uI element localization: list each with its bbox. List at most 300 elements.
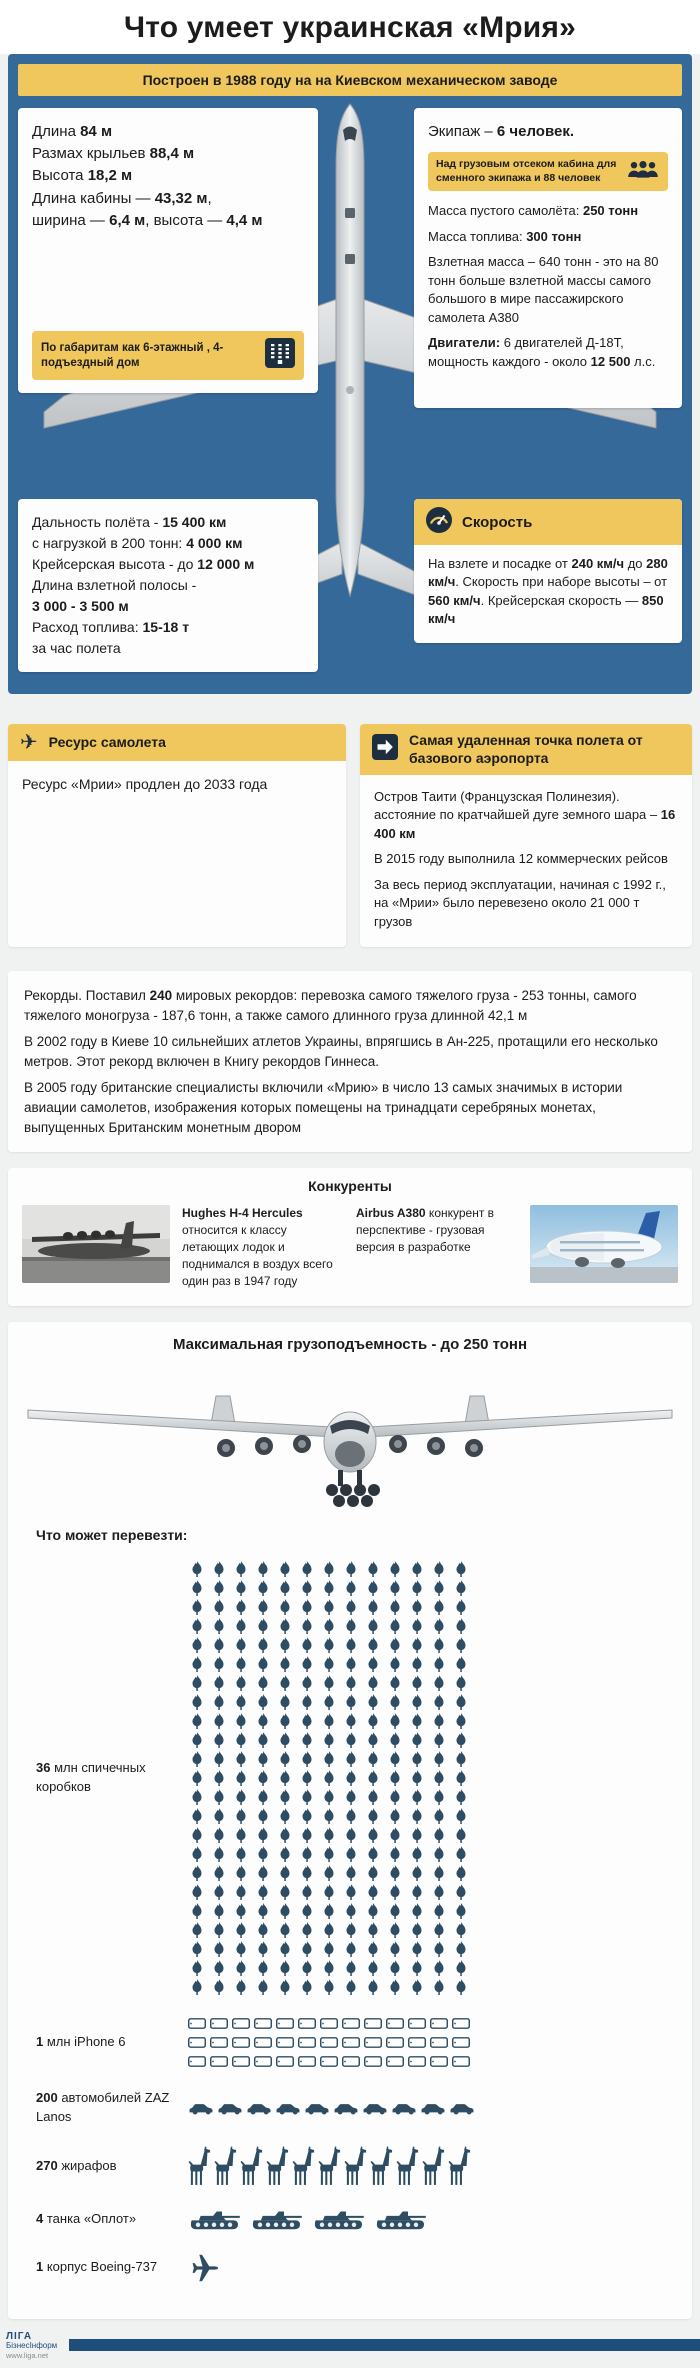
giraffe-icon [239,2146,263,2186]
match-icon [190,1941,204,1957]
match-icon [322,1675,336,1691]
match-icon [278,1789,292,1805]
crew-icon [626,160,660,185]
match-icon [278,1580,292,1596]
match-icon [322,1561,336,1577]
match-icon [300,1979,314,1995]
match-icon [300,1561,314,1577]
match-icon [278,1656,292,1672]
match-icon [212,1941,226,1957]
match-icon [300,1713,314,1729]
match-icon [388,1637,402,1653]
farthest-point-card [360,724,692,947]
iphone-icon [342,2056,360,2067]
match-icon [256,1941,270,1957]
match-icon [256,1637,270,1653]
match-icon [190,1960,204,1976]
mass-text [428,202,668,371]
car-icon [275,2102,301,2115]
match-icon [190,1637,204,1653]
match-icon [212,1789,226,1805]
match-icon [190,1599,204,1615]
match-icon [388,1789,402,1805]
text-line: Длина 84 м [32,123,113,140]
iphone-icon [364,2018,382,2029]
match-icon [410,1884,424,1900]
match-icon [432,1808,446,1824]
match-icon [366,1808,380,1824]
records-text [24,986,676,1137]
text-line: 4 танка «Оплот» [36,2210,137,2226]
cargo-icons-matchboxes [186,1559,486,1996]
competitors-title: Конкуренты [308,1178,392,1195]
match-icon [344,1599,358,1615]
match-icon [234,1732,248,1748]
giraffe-icon [421,2146,445,2186]
car-icon [246,2102,272,2115]
match-icon [432,1903,446,1919]
match-icon [432,1865,446,1881]
match-icon [278,1770,292,1786]
match-icon [212,1922,226,1938]
match-icon [366,1903,380,1919]
match-icon [454,1789,468,1805]
match-icon [322,1827,336,1843]
match-icon [388,1960,402,1976]
car-icon [362,2102,388,2115]
cargo-subtitle: Что может перевезти: [36,1527,188,1544]
car-icon [217,2102,243,2115]
match-icon [278,1903,292,1919]
iphone-icon [298,2018,316,2029]
match-icon [432,1789,446,1805]
match-icon [256,1979,270,1995]
cargo-label-boeing [36,2258,186,2277]
match-icon [212,1618,226,1634]
iphone-icon [408,2037,426,2048]
giraffe-icon [395,2146,419,2186]
crew-badge [428,152,668,191]
match-icon [190,1751,204,1767]
match-icon [322,1713,336,1729]
hughes-photo [22,1205,170,1283]
boeing-icon [190,2253,220,2283]
text-line: 3 000 - 3 500 м [32,598,129,614]
match-icon [190,1561,204,1577]
match-icon [212,1713,226,1729]
match-icon [388,1979,402,1995]
dimensions-text [32,121,304,232]
match-icon [322,1694,336,1710]
match-icon [432,1732,446,1748]
giraffe-icon [447,2146,471,2186]
iphone-icon [210,2056,228,2067]
match-icon [278,1960,292,1976]
match-icon [454,1580,468,1596]
match-icon [300,1580,314,1596]
match-icon [300,1808,314,1824]
iphone-icon [408,2056,426,2067]
match-icon [454,1941,468,1957]
match-icon [256,1960,270,1976]
giraffe-icon [317,2146,341,2186]
car-icon [333,2102,359,2115]
match-icon [366,1960,380,1976]
match-icon [234,1846,248,1862]
resource-header-text: Ресурс самолета [48,733,166,750]
match-icon [278,1599,292,1615]
match-icon [432,1713,446,1729]
match-icon [344,1732,358,1748]
dimensions-note [32,331,304,380]
match-icon [454,1846,468,1862]
match-icon [388,1580,402,1596]
info-cards-row [8,724,692,947]
match-icon [344,1637,358,1653]
match-icon [190,1979,204,1995]
match-icon [366,1789,380,1805]
match-icon [454,1694,468,1710]
match-icon [344,1903,358,1919]
dimensions-card [18,108,318,393]
text-line: В 2002 году в Киеве 10 сильнейших атлетов Украины, впрягшись в Ан-225, протащили его несколько метров. Этот рекорд включен в Книгу рекордов Гиннеса. [24,1034,658,1069]
match-icon [322,1884,336,1900]
match-icon [388,1865,402,1881]
match-icon [300,1827,314,1843]
match-icon [212,1637,226,1653]
match-icon [300,1922,314,1938]
match-icon [366,1656,380,1672]
match-icon [278,1865,292,1881]
match-icon [234,1751,248,1767]
match-icon [410,1903,424,1919]
match-icon [322,1922,336,1938]
match-icon [454,1656,468,1672]
giraffe-icon [343,2146,367,2186]
match-icon [344,1789,358,1805]
match-icon [344,1865,358,1881]
match-icon [366,1922,380,1938]
match-icon [410,1656,424,1672]
text-line: Расход топлива: 15-18 т [32,619,190,635]
match-icon [256,1865,270,1881]
match-icon [454,1884,468,1900]
text-line: коробков [36,1778,91,1794]
cargo-label-cars [36,2089,186,2127]
match-icon [454,1903,468,1919]
match-icon [212,1865,226,1881]
match-icon [410,1599,424,1615]
match-icon [432,1979,446,1995]
match-icon [388,1732,402,1748]
iphone-icon [320,2056,338,2067]
match-icon [278,1713,292,1729]
match-icon [300,1941,314,1957]
match-icon [300,1656,314,1672]
cargo-row-boeing [36,2251,692,2283]
match-icon [256,1827,270,1843]
match-icon [190,1808,204,1824]
match-icon [322,1732,336,1748]
arrow-right-icon [372,734,398,765]
match-icon [190,1865,204,1881]
match-icon [234,1789,248,1805]
match-icon [366,1884,380,1900]
iphone-icon [276,2056,294,2067]
match-icon [278,1846,292,1862]
match-icon [256,1922,270,1938]
text-line: 36 млн спичечных [36,1759,146,1775]
text-line: Lanos [36,2109,72,2125]
match-icon [234,1580,248,1596]
match-icon [366,1713,380,1729]
iphone-icon [254,2037,272,2048]
iphone-icon [276,2037,294,2048]
cargo-icons-giraffes [186,2145,486,2187]
match-icon [344,1561,358,1577]
match-icon [410,1846,424,1862]
giraffe-icon [265,2146,289,2186]
iphone-icon [210,2037,228,2048]
match-icon [256,1580,270,1596]
cargo-icons-cars [186,2100,486,2117]
match-icon [322,1808,336,1824]
match-icon [366,1751,380,1767]
cargo-row-matchboxes [36,1559,692,1996]
match-icon [212,1979,226,1995]
match-icon [454,1922,468,1938]
match-icon [190,1694,204,1710]
iphone-icon [364,2037,382,2048]
iphone-icon [452,2018,470,2029]
match-icon [410,1770,424,1786]
iphone-icon [342,2037,360,2048]
liga-url[interactable]: www.liga.net [6,2350,49,2360]
match-icon [300,1960,314,1976]
cargo-row-iphones [36,2014,692,2071]
records-card [8,971,692,1152]
text-line: Высота 18,2 м [32,167,133,185]
match-icon [344,1675,358,1691]
match-icon [366,1865,380,1881]
iphone-icon [386,2056,404,2067]
text-line: Ресурс «Мрии» продлен до 2033 года [22,776,268,792]
match-icon [366,1637,380,1653]
iphone-icon [408,2018,426,2029]
tank-icon [248,2207,304,2231]
match-icon [388,1675,402,1691]
text-line: Hughes H-4 Hercules относится к классу летающих лодок и поднимался в воздух всего один раз в 1947 году [182,1206,333,1289]
match-icon [432,1599,446,1615]
match-icon [388,1561,402,1577]
liga-brand-line2: БізнесІнформ [6,2340,58,2350]
match-icon [190,1789,204,1805]
match-icon [300,1846,314,1862]
match-icon [410,1618,424,1634]
match-icon [432,1580,446,1596]
match-icon [300,1789,314,1805]
iphone-icon [298,2037,316,2048]
cargo-icons-boeing [186,2251,486,2283]
match-icon [432,1675,446,1691]
match-icon [344,1580,358,1596]
text-line: Двигатели: 6 двигателей Д-18Т, мощность каждого - около 12 500 л.с. [428,335,656,369]
match-icon [322,1618,336,1634]
match-icon [234,1561,248,1577]
match-icon [190,1903,204,1919]
match-icon [388,1751,402,1767]
iphone-icon [188,2018,206,2029]
match-icon [212,1808,226,1824]
match-icon [300,1903,314,1919]
match-icon [366,1599,380,1615]
liga-logo [6,2331,57,2360]
match-icon [322,1599,336,1615]
match-icon [322,1789,336,1805]
match-icon [278,1979,292,1995]
match-icon [454,1599,468,1615]
match-icon [388,1827,402,1843]
match-icon [454,1675,468,1691]
match-icon [300,1694,314,1710]
iphone-icon [254,2018,272,2029]
match-icon [410,1865,424,1881]
match-icon [256,1618,270,1634]
match-icon [344,1656,358,1672]
competitors-row [22,1205,678,1290]
farthest-point-header [360,724,692,775]
farthest-point-body [360,775,692,947]
match-icon [256,1808,270,1824]
match-icon [234,1865,248,1881]
tank-icon [310,2207,366,2231]
match-icon [410,1922,424,1938]
match-icon [388,1599,402,1615]
match-icon [454,1770,468,1786]
match-icon [212,1732,226,1748]
text-line: Размах крыльев 88,4 м [32,145,195,163]
match-icon [410,1694,424,1710]
match-icon [432,1561,446,1577]
text-line: В 2005 году британские специалисты включили «Мрию» в число 13 самых значимых в истории авиации самолетов, изображения которых помещены на тринадцати серебряных монетах, выпущенных Британским монетным двором [24,1080,623,1135]
match-icon [300,1732,314,1748]
cargo-row-cars [36,2089,692,2127]
text-line: 200 автомобилей ZAZ [36,2090,170,2106]
text-line: Взлетная масса – 640 тонн - это на 80 тонн больше взлетной массы самого большого в мире пассажирского самолета A380 [428,254,659,325]
match-icon [212,1599,226,1615]
match-icon [190,1884,204,1900]
tank-icon [372,2207,428,2231]
text-line: Длина кабины — 43,32 м, [32,189,212,207]
match-icon [234,1618,248,1634]
match-icon [322,1637,336,1653]
match-icon [454,1827,468,1843]
iphone-icon [452,2037,470,2048]
match-icon [256,1656,270,1672]
match-icon [322,1865,336,1881]
text-line: Крейсерская высота - до 12 000 м [32,556,255,572]
match-icon [388,1846,402,1862]
match-icon [190,1770,204,1786]
range-card [18,499,318,672]
match-icon [432,1618,446,1634]
match-icon [234,1979,248,1995]
match-icon [278,1751,292,1767]
hughes-text [182,1205,344,1290]
speed-header-text: Скорость [462,513,533,531]
iphone-icon [320,2037,338,2048]
iphone-icon [452,2056,470,2067]
text-line: 1 корпус Boeing-737 [36,2258,158,2274]
match-icon [410,1827,424,1843]
match-icon [256,1713,270,1729]
cargo-label-matchboxes [36,1759,186,1797]
match-icon [388,1884,402,1900]
match-icon [366,1827,380,1843]
match-icon [234,1599,248,1615]
match-icon [234,1941,248,1957]
cargo-title: Максимальная грузоподъемность - до 250 тонн [172,1336,528,1354]
match-icon [454,1979,468,1995]
match-icon [410,1789,424,1805]
match-icon [344,1618,358,1634]
match-icon [366,1618,380,1634]
match-icon [410,1675,424,1691]
tank-icon [186,2207,242,2231]
match-icon [212,1903,226,1919]
car-icon [391,2102,417,2115]
match-icon [212,1751,226,1767]
match-icon [410,1979,424,1995]
match-icon [234,1960,248,1976]
match-icon [344,1884,358,1900]
iphone-icon [188,2037,206,2048]
text-line: В 2015 году выполнила 12 коммерческих рейсов [374,851,668,867]
speed-header [414,499,682,545]
match-icon [278,1827,292,1843]
match-icon [234,1827,248,1843]
match-icon [410,1960,424,1976]
match-icon [190,1827,204,1843]
resource-card [8,724,346,947]
match-icon [212,1561,226,1577]
iphone-icon [232,2018,250,2029]
match-icon [432,1941,446,1957]
cargo-row-tanks [36,2205,692,2233]
match-icon [432,1922,446,1938]
match-icon [256,1561,270,1577]
match-icon [388,1941,402,1957]
match-icon [410,1808,424,1824]
match-icon [410,1751,424,1767]
match-icon [190,1618,204,1634]
giraffe-icon [213,2146,237,2186]
match-icon [388,1656,402,1672]
match-icon [432,1637,446,1653]
match-icon [366,1979,380,1995]
speedometer-icon [425,506,453,538]
aircraft-front-view-illustration [20,1361,680,1521]
match-icon [234,1770,248,1786]
iphone-icon [430,2056,448,2067]
iphone-icon [386,2037,404,2048]
match-icon [190,1922,204,1938]
match-icon [256,1599,270,1615]
match-icon [322,1580,336,1596]
range-text [32,512,304,659]
match-icon [388,1618,402,1634]
iphone-icon [254,2056,272,2067]
